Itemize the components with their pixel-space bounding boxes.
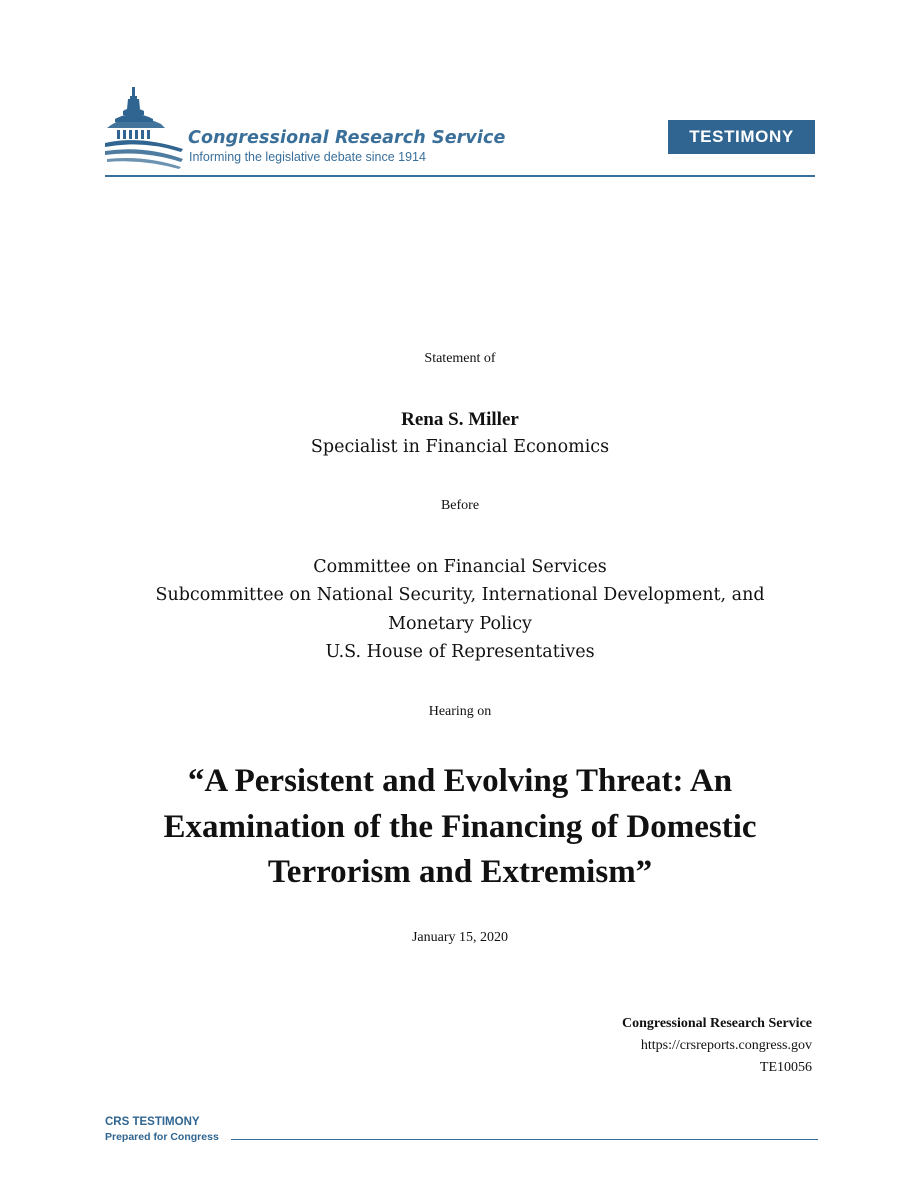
capitol-dome-icon [105,83,185,171]
witness-name: Rena S. Miller [401,409,519,430]
hearing-title-line: Terrorism and Extremism” [267,854,653,890]
crs-info-block [622,1013,812,1079]
org-name: Congressional Research Service [188,128,506,148]
report-number: TE10056 [759,1060,812,1075]
footer-title: CRS TESTIMONY [105,1116,200,1128]
header-divider [105,175,815,177]
committee-line: U.S. House of Representatives [325,642,595,662]
hearing-on-label: Hearing on [428,704,492,719]
hearing-date: January 15, 2020 [411,930,509,945]
hearing-title-line: “A Persistent and Evolving Threat: An [187,763,733,799]
crs-footer [105,1116,818,1146]
testimony-badge: TESTIMONY [668,120,815,154]
org-tagline: Informing the legislative debate since 1914 [189,150,426,164]
before-label: Before [440,498,480,513]
committee-line: Subcommittee on National Security, International Development, and [155,585,765,605]
footer-subtitle: Prepared for Congress [105,1131,219,1143]
committee-line: Monetary Policy [388,614,532,634]
crs-header [105,80,815,180]
crs-name: Congressional Research Service [621,1016,812,1031]
footer-divider [231,1139,818,1140]
witness-title: Specialist in Financial Economics [310,437,610,457]
statement-of-label: Statement of [424,351,496,366]
hearing-title-line: Examination of the Financing of Domestic [163,809,757,845]
crs-url[interactable]: https://crsreports.congress.gov [640,1038,812,1053]
committee-line: Committee on Financial Services [313,557,607,577]
